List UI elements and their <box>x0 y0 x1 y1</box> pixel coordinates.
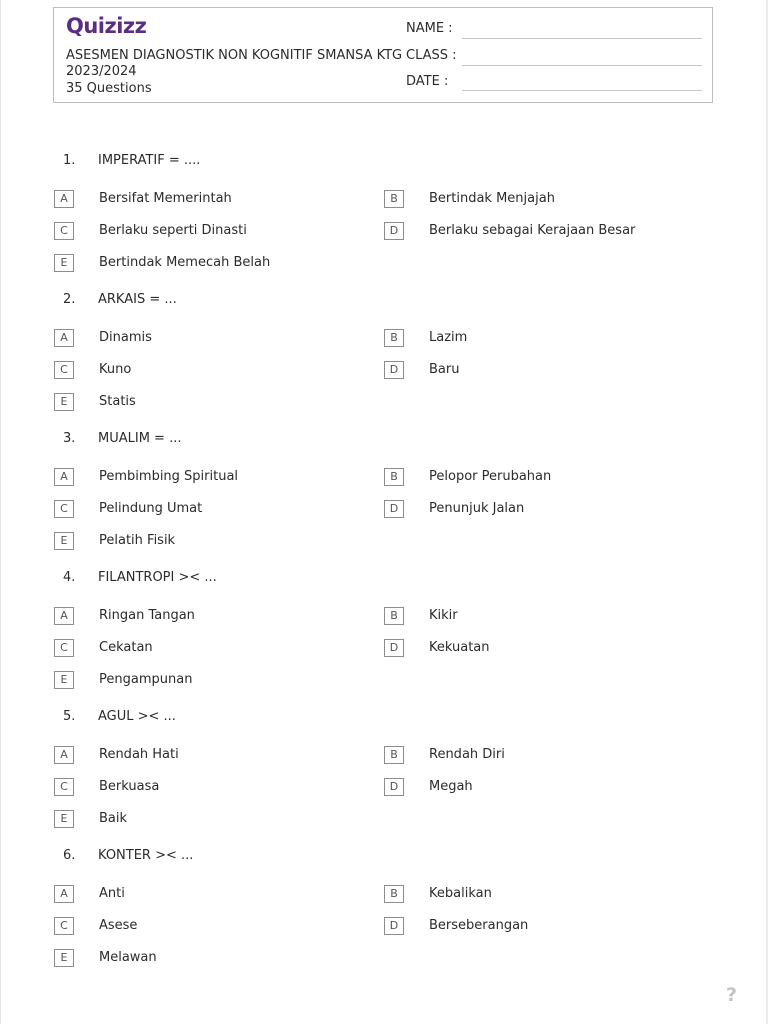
option-text: Lazim <box>429 330 468 345</box>
answer-option-d[interactable] <box>384 917 714 937</box>
option-text: Anti <box>99 886 125 901</box>
option-letter-box: E <box>54 532 74 550</box>
answer-option-a[interactable] <box>54 329 384 349</box>
question-3 <box>0 431 768 451</box>
quizizz-logo: Quizizz <box>66 14 147 38</box>
option-text: Kebalikan <box>429 886 492 901</box>
answer-option-b[interactable] <box>384 329 714 349</box>
answer-option-d[interactable] <box>384 500 714 520</box>
option-text: Asese <box>99 918 138 933</box>
option-letter-box: B <box>384 746 404 764</box>
option-text: Pelopor Perubahan <box>429 469 552 484</box>
option-letter-box: D <box>384 639 404 657</box>
option-text: Berlaku seperti Dinasti <box>99 223 247 238</box>
option-letter-box: C <box>54 917 74 935</box>
question-text: FILANTROPI >< ... <box>98 570 217 585</box>
answer-option-d[interactable] <box>384 222 714 242</box>
quiz-title: ASESMEN DIAGNOSTIK NON KOGNITIF SMANSA KTG 2023/2024 <box>66 48 403 79</box>
option-letter-box: C <box>54 778 74 796</box>
option-text: Baik <box>99 811 128 826</box>
answer-option-c[interactable] <box>54 778 384 798</box>
option-letter-box: B <box>384 607 404 625</box>
option-letter-box: A <box>54 607 74 625</box>
question-number: 6. <box>63 848 76 863</box>
option-letter-box: E <box>54 810 74 828</box>
option-text: Melawan <box>99 950 157 965</box>
option-text: Bersifat Memerintah <box>99 191 232 206</box>
answer-option-a[interactable] <box>54 607 384 627</box>
answer-option-a[interactable] <box>54 190 384 210</box>
question-mark-icon[interactable]: ? <box>726 984 738 1006</box>
class-label: CLASS : <box>406 48 457 63</box>
answer-option-b[interactable] <box>384 607 714 627</box>
answer-option-c[interactable] <box>54 917 384 937</box>
option-text: Bertindak Memecah Belah <box>99 255 271 270</box>
question-number: 1. <box>63 153 76 168</box>
option-text: Baru <box>429 362 460 377</box>
option-text: Rendah Hati <box>99 747 179 762</box>
question-1 <box>0 153 768 173</box>
option-letter-box: B <box>384 329 404 347</box>
option-letter-box: B <box>384 885 404 903</box>
option-text: Kuno <box>99 362 132 377</box>
option-text: Penunjuk Jalan <box>429 501 525 516</box>
question-text: ARKAIS = ... <box>98 292 177 307</box>
answer-option-b[interactable] <box>384 190 714 210</box>
option-letter-box: A <box>54 329 74 347</box>
option-letter-box: A <box>54 190 74 208</box>
answer-option-e[interactable] <box>54 254 384 274</box>
worksheet-header <box>53 7 713 103</box>
answer-option-c[interactable] <box>54 222 384 242</box>
option-text: Pelatih Fisik <box>99 533 176 548</box>
option-text: Bertindak Menjajah <box>429 191 555 206</box>
option-letter-box: A <box>54 885 74 903</box>
answer-option-a[interactable] <box>54 468 384 488</box>
option-letter-box: E <box>54 671 74 689</box>
answer-option-a[interactable] <box>54 885 384 905</box>
option-letter-box: D <box>384 222 404 240</box>
answer-option-e[interactable] <box>54 810 384 830</box>
option-letter-box: B <box>384 190 404 208</box>
question-text: IMPERATIF = .... <box>98 153 201 168</box>
question-4 <box>0 570 768 590</box>
option-letter-box: D <box>384 778 404 796</box>
option-letter-box: E <box>54 393 74 411</box>
option-letter-box: C <box>54 361 74 379</box>
option-text: Dinamis <box>99 330 152 345</box>
option-text: Statis <box>99 394 136 409</box>
option-text: Berlaku sebagai Kerajaan Besar <box>429 223 636 238</box>
option-letter-box: D <box>384 500 404 518</box>
answer-option-c[interactable] <box>54 500 384 520</box>
option-text: Cekatan <box>99 640 153 655</box>
date-label: DATE : <box>406 74 449 89</box>
option-text: Pembimbing Spiritual <box>99 469 239 484</box>
answer-option-d[interactable] <box>384 361 714 381</box>
option-letter-box: C <box>54 639 74 657</box>
option-letter-box: E <box>54 949 74 967</box>
option-letter-box: C <box>54 500 74 518</box>
name-line <box>462 38 702 39</box>
option-letter-box: A <box>54 746 74 764</box>
answer-option-b[interactable] <box>384 468 714 488</box>
answer-option-c[interactable] <box>54 361 384 381</box>
answer-option-e[interactable] <box>54 949 384 969</box>
option-text: Kikir <box>429 608 458 623</box>
date-line <box>462 90 702 91</box>
option-text: Megah <box>429 779 473 794</box>
answer-option-a[interactable] <box>54 746 384 766</box>
answer-option-e[interactable] <box>54 393 384 413</box>
answer-option-d[interactable] <box>384 639 714 659</box>
option-text: Ringan Tangan <box>99 608 195 623</box>
answer-option-e[interactable] <box>54 671 384 691</box>
option-text: Rendah Diri <box>429 747 505 762</box>
answer-option-c[interactable] <box>54 639 384 659</box>
option-letter-box: B <box>384 468 404 486</box>
option-letter-box: D <box>384 361 404 379</box>
question-6 <box>0 848 768 868</box>
question-count: 35 Questions <box>66 81 152 96</box>
answer-option-b[interactable] <box>384 746 714 766</box>
question-2 <box>0 292 768 312</box>
option-text: Berseberangan <box>429 918 529 933</box>
question-number: 5. <box>63 709 76 724</box>
question-text: AGUL >< ... <box>98 709 176 724</box>
question-5 <box>0 709 768 729</box>
option-letter-box: A <box>54 468 74 486</box>
class-line <box>462 65 702 66</box>
option-text: Pengampunan <box>99 672 193 687</box>
question-text: MUALIM = ... <box>98 431 182 446</box>
option-letter-box: C <box>54 222 74 240</box>
option-text: Kekuatan <box>429 640 490 655</box>
option-letter-box: E <box>54 254 74 272</box>
answer-option-d[interactable] <box>384 778 714 798</box>
name-label: NAME : <box>406 21 453 36</box>
question-text: KONTER >< ... <box>98 848 194 863</box>
answer-option-b[interactable] <box>384 885 714 905</box>
question-number: 4. <box>63 570 76 585</box>
option-text: Berkuasa <box>99 779 160 794</box>
answer-option-e[interactable] <box>54 532 384 552</box>
question-number: 3. <box>63 431 76 446</box>
option-letter-box: D <box>384 917 404 935</box>
option-text: Pelindung Umat <box>99 501 203 516</box>
question-number: 2. <box>63 292 76 307</box>
